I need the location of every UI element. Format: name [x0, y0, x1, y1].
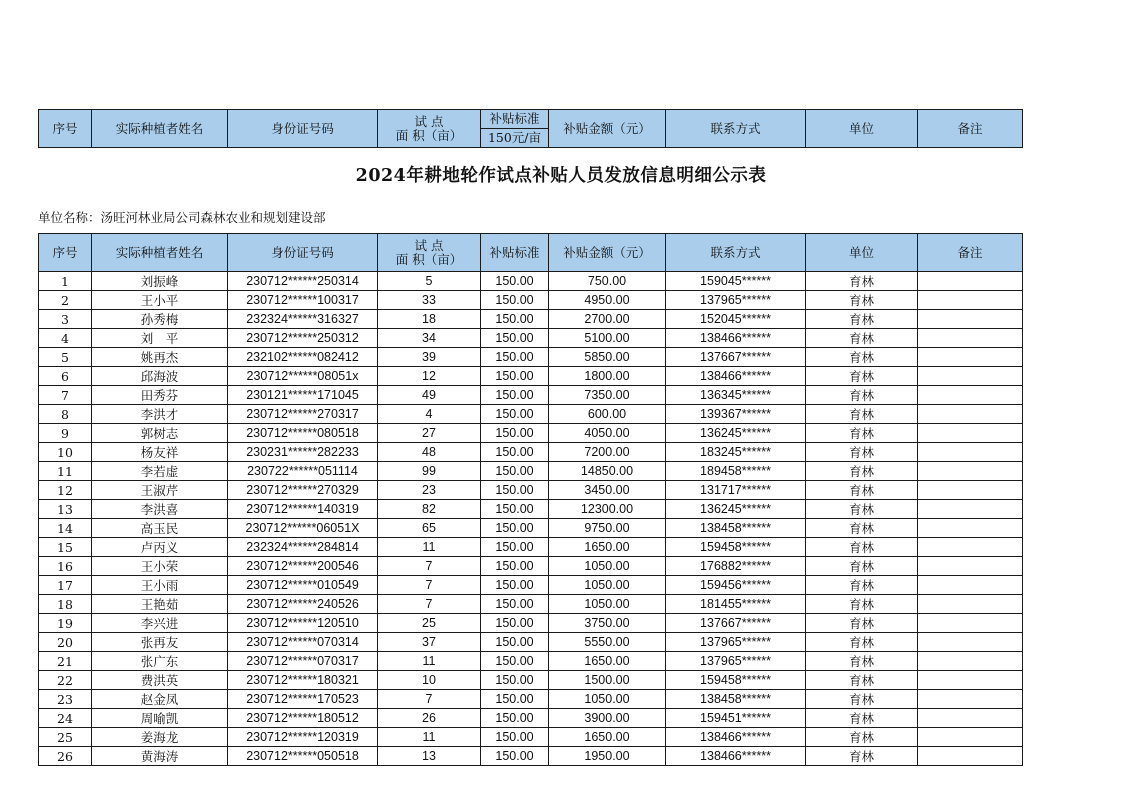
cell-contact: 159045****** — [666, 272, 806, 291]
header-name: 实际种植者姓名 — [92, 110, 228, 148]
table-row — [39, 481, 1023, 500]
cell-area: 7 — [378, 595, 481, 614]
cell-area: 65 — [378, 519, 481, 538]
cell-remark — [918, 462, 1023, 481]
cell-standard: 150.00 — [481, 272, 549, 291]
cell-unit: 育林 — [806, 690, 918, 709]
cell-unit: 育林 — [806, 291, 918, 310]
cell-unit: 育林 — [806, 709, 918, 728]
cell-remark — [918, 652, 1023, 671]
cell-remark — [918, 405, 1023, 424]
cell-name: 刘振峰 — [92, 272, 228, 291]
cell-standard: 150.00 — [481, 652, 549, 671]
cell-index: 19 — [39, 614, 92, 633]
th-name: 实际种植者姓名 — [92, 234, 228, 272]
table-row — [39, 538, 1023, 557]
cell-contact: 136245****** — [666, 500, 806, 519]
table-row — [39, 424, 1023, 443]
cell-index: 13 — [39, 500, 92, 519]
cell-index: 17 — [39, 576, 92, 595]
cell-name: 邱海波 — [92, 367, 228, 386]
cell-id: 230712******180321 — [228, 671, 378, 690]
cell-name: 周喻凯 — [92, 709, 228, 728]
cell-unit: 育林 — [806, 405, 918, 424]
header-index: 序号 — [39, 110, 92, 148]
cell-remark — [918, 386, 1023, 405]
cell-id: 230712******240526 — [228, 595, 378, 614]
header-contact: 联系方式 — [666, 110, 806, 148]
table-row — [39, 728, 1023, 747]
cell-standard: 150.00 — [481, 291, 549, 310]
cell-id: 230712******250314 — [228, 272, 378, 291]
cell-standard: 150.00 — [481, 747, 549, 766]
cell-contact: 138466****** — [666, 747, 806, 766]
cell-index: 4 — [39, 329, 92, 348]
cell-id: 230712******120510 — [228, 614, 378, 633]
cell-unit: 育林 — [806, 595, 918, 614]
cell-area: 7 — [378, 690, 481, 709]
cell-standard: 150.00 — [481, 633, 549, 652]
cell-area: 82 — [378, 500, 481, 519]
cell-id: 230712******100317 — [228, 291, 378, 310]
cell-remark — [918, 367, 1023, 386]
table-row — [39, 329, 1023, 348]
cell-index: 9 — [39, 424, 92, 443]
cell-amount: 1050.00 — [549, 557, 666, 576]
cell-amount: 5550.00 — [549, 633, 666, 652]
table-row — [39, 633, 1023, 652]
header-amount: 补贴金额（元） — [549, 110, 666, 148]
cell-standard: 150.00 — [481, 310, 549, 329]
cell-id: 230121******171045 — [228, 386, 378, 405]
cell-amount: 1050.00 — [549, 690, 666, 709]
cell-area: 26 — [378, 709, 481, 728]
cell-area: 12 — [378, 367, 481, 386]
cell-area: 25 — [378, 614, 481, 633]
cell-index: 2 — [39, 291, 92, 310]
cell-amount: 2700.00 — [549, 310, 666, 329]
cell-amount: 9750.00 — [549, 519, 666, 538]
table-row — [39, 576, 1023, 595]
cell-index: 16 — [39, 557, 92, 576]
cell-unit: 育林 — [806, 443, 918, 462]
cell-index: 10 — [39, 443, 92, 462]
cell-id: 230712******120319 — [228, 728, 378, 747]
cell-name: 赵金凤 — [92, 690, 228, 709]
cell-index: 1 — [39, 272, 92, 291]
cell-standard: 150.00 — [481, 709, 549, 728]
cell-id: 230712******010549 — [228, 576, 378, 595]
cell-unit: 育林 — [806, 519, 918, 538]
cell-unit: 育林 — [806, 462, 918, 481]
cell-index: 21 — [39, 652, 92, 671]
cell-remark — [918, 481, 1023, 500]
cell-amount: 12300.00 — [549, 500, 666, 519]
cell-area: 37 — [378, 633, 481, 652]
cell-name: 李洪喜 — [92, 500, 228, 519]
cell-index: 11 — [39, 462, 92, 481]
cell-standard: 150.00 — [481, 348, 549, 367]
cell-id: 230712******140319 — [228, 500, 378, 519]
table-row — [39, 614, 1023, 633]
cell-id: 230712******070317 — [228, 652, 378, 671]
cell-name: 李洪才 — [92, 405, 228, 424]
cell-unit: 育林 — [806, 633, 918, 652]
cell-amount: 3450.00 — [549, 481, 666, 500]
cell-unit: 育林 — [806, 538, 918, 557]
th-area-line1: 试 点 — [414, 237, 444, 253]
cell-id: 230712******070314 — [228, 633, 378, 652]
cell-remark — [918, 291, 1023, 310]
cell-amount: 1050.00 — [549, 595, 666, 614]
cell-standard: 150.00 — [481, 690, 549, 709]
cell-id: 230712******270329 — [228, 481, 378, 500]
cell-id: 230712******050518 — [228, 747, 378, 766]
cell-index: 14 — [39, 519, 92, 538]
cell-unit: 育林 — [806, 500, 918, 519]
cell-contact: 159458****** — [666, 671, 806, 690]
unit-name-line: 单位名称：汤旺河林业局公司森林农业和规划建设部 — [38, 210, 326, 225]
cell-area: 23 — [378, 481, 481, 500]
header-area — [378, 110, 481, 148]
cell-id: 230712******08051x — [228, 367, 378, 386]
cell-remark — [918, 690, 1023, 709]
table-row — [39, 386, 1023, 405]
cell-standard: 150.00 — [481, 386, 549, 405]
cell-id: 232324******284814 — [228, 538, 378, 557]
table-row — [39, 291, 1023, 310]
cell-contact: 189458****** — [666, 462, 806, 481]
th-id: 身份证号码 — [228, 234, 378, 272]
cell-index: 12 — [39, 481, 92, 500]
cell-contact: 159456****** — [666, 576, 806, 595]
cell-name: 王淑芹 — [92, 481, 228, 500]
table-row — [39, 272, 1023, 291]
table-body — [39, 272, 1023, 766]
cell-standard: 150.00 — [481, 538, 549, 557]
table-row — [39, 519, 1023, 538]
table-row — [39, 595, 1023, 614]
cell-name: 王艳茹 — [92, 595, 228, 614]
cell-name: 黄海涛 — [92, 747, 228, 766]
cell-amount: 1650.00 — [549, 652, 666, 671]
cell-standard: 150.00 — [481, 519, 549, 538]
cell-unit: 育林 — [806, 272, 918, 291]
cell-remark — [918, 709, 1023, 728]
cell-id: 230712******270317 — [228, 405, 378, 424]
cell-name: 费洪英 — [92, 671, 228, 690]
cell-id: 230712******250312 — [228, 329, 378, 348]
cell-contact: 131717****** — [666, 481, 806, 500]
cell-unit: 育林 — [806, 348, 918, 367]
cell-amount: 7350.00 — [549, 386, 666, 405]
cell-remark — [918, 329, 1023, 348]
cell-contact: 137667****** — [666, 614, 806, 633]
cell-amount: 600.00 — [549, 405, 666, 424]
cell-index: 25 — [39, 728, 92, 747]
cell-unit: 育林 — [806, 576, 918, 595]
cell-remark — [918, 500, 1023, 519]
cell-amount: 5850.00 — [549, 348, 666, 367]
cell-name: 张广东 — [92, 652, 228, 671]
table-row — [39, 690, 1023, 709]
cell-amount: 5100.00 — [549, 329, 666, 348]
table-row — [39, 405, 1023, 424]
cell-area: 49 — [378, 386, 481, 405]
th-amount: 补贴金额（元） — [549, 234, 666, 272]
cell-amount: 750.00 — [549, 272, 666, 291]
cell-name: 姜海龙 — [92, 728, 228, 747]
cell-standard: 150.00 — [481, 500, 549, 519]
cell-contact: 176882****** — [666, 557, 806, 576]
cell-remark — [918, 519, 1023, 538]
table-row — [39, 747, 1023, 766]
cell-area: 7 — [378, 576, 481, 595]
cell-unit: 育林 — [806, 747, 918, 766]
cell-id: 232324******316327 — [228, 310, 378, 329]
th-remark: 备注 — [918, 234, 1023, 272]
cell-standard: 150.00 — [481, 367, 549, 386]
table-header-row — [39, 234, 1023, 272]
cell-contact: 138466****** — [666, 329, 806, 348]
cell-amount: 1500.00 — [549, 671, 666, 690]
cell-unit: 育林 — [806, 329, 918, 348]
table-row — [39, 709, 1023, 728]
cell-amount: 1650.00 — [549, 728, 666, 747]
cell-standard: 150.00 — [481, 405, 549, 424]
cell-remark — [918, 671, 1023, 690]
th-index: 序号 — [39, 234, 92, 272]
cell-remark — [918, 538, 1023, 557]
cell-standard: 150.00 — [481, 728, 549, 747]
cell-id: 230722******051114 — [228, 462, 378, 481]
cell-id: 230712******170523 — [228, 690, 378, 709]
cell-area: 34 — [378, 329, 481, 348]
cell-area: 7 — [378, 557, 481, 576]
cell-area: 11 — [378, 538, 481, 557]
cell-index: 15 — [39, 538, 92, 557]
cell-name: 李若虚 — [92, 462, 228, 481]
cell-contact: 137965****** — [666, 652, 806, 671]
cell-amount: 4950.00 — [549, 291, 666, 310]
cell-standard: 150.00 — [481, 671, 549, 690]
cell-index: 24 — [39, 709, 92, 728]
cell-contact: 137667****** — [666, 348, 806, 367]
cell-standard: 150.00 — [481, 424, 549, 443]
cell-remark — [918, 557, 1023, 576]
cell-area: 4 — [378, 405, 481, 424]
cell-contact: 138458****** — [666, 690, 806, 709]
cell-area: 99 — [378, 462, 481, 481]
cell-id: 230231******282233 — [228, 443, 378, 462]
cell-remark — [918, 443, 1023, 462]
cell-id: 230712******200546 — [228, 557, 378, 576]
th-area — [378, 234, 481, 272]
cell-remark — [918, 728, 1023, 747]
subsidy-table — [38, 233, 1023, 766]
cell-contact: 181455****** — [666, 595, 806, 614]
cell-name: 王小平 — [92, 291, 228, 310]
cell-area: 13 — [378, 747, 481, 766]
cell-area: 18 — [378, 310, 481, 329]
cell-area: 11 — [378, 728, 481, 747]
cell-remark — [918, 595, 1023, 614]
table-row — [39, 462, 1023, 481]
cell-index: 7 — [39, 386, 92, 405]
cell-standard: 150.00 — [481, 481, 549, 500]
header-standard-line1: 补贴标准 — [481, 110, 549, 129]
th-unit: 单位 — [806, 234, 918, 272]
cell-contact: 183245****** — [666, 443, 806, 462]
cell-id: 230712******080518 — [228, 424, 378, 443]
cell-standard: 150.00 — [481, 329, 549, 348]
th-contact: 联系方式 — [666, 234, 806, 272]
header-area-line1: 试 点 — [414, 113, 444, 129]
cell-contact: 138458****** — [666, 519, 806, 538]
cell-index: 23 — [39, 690, 92, 709]
cell-area: 48 — [378, 443, 481, 462]
header-standard-line2: 150元/亩 — [481, 129, 549, 148]
cell-name: 王小雨 — [92, 576, 228, 595]
table-row — [39, 652, 1023, 671]
cell-index: 20 — [39, 633, 92, 652]
table-row — [39, 443, 1023, 462]
table-row — [39, 310, 1023, 329]
cell-amount: 4050.00 — [549, 424, 666, 443]
cell-unit: 育林 — [806, 481, 918, 500]
page-title: 2024年耕地轮作试点补贴人员发放信息明细公示表 — [355, 166, 767, 186]
table-row — [39, 348, 1023, 367]
cell-remark — [918, 576, 1023, 595]
cell-area: 33 — [378, 291, 481, 310]
cell-name: 姚再杰 — [92, 348, 228, 367]
cell-unit: 育林 — [806, 652, 918, 671]
cell-name: 孙秀梅 — [92, 310, 228, 329]
cell-unit: 育林 — [806, 728, 918, 747]
cell-standard: 150.00 — [481, 443, 549, 462]
cell-remark — [918, 424, 1023, 443]
cell-name: 卢丙义 — [92, 538, 228, 557]
cell-name: 郭树志 — [92, 424, 228, 443]
table-row — [39, 500, 1023, 519]
cell-amount: 1050.00 — [549, 576, 666, 595]
cell-index: 5 — [39, 348, 92, 367]
cell-contact: 152045****** — [666, 310, 806, 329]
cell-standard: 150.00 — [481, 614, 549, 633]
table-row — [39, 671, 1023, 690]
cell-contact: 159458****** — [666, 538, 806, 557]
cell-area: 10 — [378, 671, 481, 690]
cell-name: 刘 平 — [92, 329, 228, 348]
repeated-header-table — [38, 109, 1023, 148]
cell-contact: 137965****** — [666, 291, 806, 310]
cell-contact: 159451****** — [666, 709, 806, 728]
cell-remark — [918, 614, 1023, 633]
cell-name: 田秀芬 — [92, 386, 228, 405]
cell-index: 3 — [39, 310, 92, 329]
cell-id: 232102******082412 — [228, 348, 378, 367]
cell-area: 39 — [378, 348, 481, 367]
header-remark: 备注 — [918, 110, 1023, 148]
table-row — [39, 557, 1023, 576]
cell-name: 杨友祥 — [92, 443, 228, 462]
cell-amount: 3900.00 — [549, 709, 666, 728]
cell-unit: 育林 — [806, 367, 918, 386]
cell-standard: 150.00 — [481, 462, 549, 481]
header-unit: 单位 — [806, 110, 918, 148]
cell-amount: 1800.00 — [549, 367, 666, 386]
cell-amount: 1950.00 — [549, 747, 666, 766]
cell-index: 22 — [39, 671, 92, 690]
cell-name: 高玉民 — [92, 519, 228, 538]
cell-index: 8 — [39, 405, 92, 424]
cell-unit: 育林 — [806, 671, 918, 690]
table-row — [39, 367, 1023, 386]
cell-name: 李兴进 — [92, 614, 228, 633]
cell-amount: 3750.00 — [549, 614, 666, 633]
cell-contact: 139367****** — [666, 405, 806, 424]
cell-amount: 7200.00 — [549, 443, 666, 462]
cell-area: 11 — [378, 652, 481, 671]
th-standard: 补贴标准 — [481, 234, 549, 272]
cell-amount: 1650.00 — [549, 538, 666, 557]
cell-index: 18 — [39, 595, 92, 614]
cell-name: 王小荣 — [92, 557, 228, 576]
cell-unit: 育林 — [806, 310, 918, 329]
header-area-line2: 面 积（亩） — [395, 127, 463, 143]
cell-remark — [918, 272, 1023, 291]
header-id: 身份证号码 — [228, 110, 378, 148]
cell-unit: 育林 — [806, 614, 918, 633]
cell-contact: 138466****** — [666, 367, 806, 386]
cell-unit: 育林 — [806, 386, 918, 405]
cell-area: 5 — [378, 272, 481, 291]
cell-index: 6 — [39, 367, 92, 386]
cell-standard: 150.00 — [481, 576, 549, 595]
cell-id: 230712******180512 — [228, 709, 378, 728]
cell-unit: 育林 — [806, 557, 918, 576]
th-area-line2: 面 积（亩） — [395, 251, 463, 267]
cell-remark — [918, 747, 1023, 766]
cell-remark — [918, 633, 1023, 652]
cell-amount: 14850.00 — [549, 462, 666, 481]
cell-standard: 150.00 — [481, 557, 549, 576]
cell-contact: 136245****** — [666, 424, 806, 443]
cell-contact: 138466****** — [666, 728, 806, 747]
cell-area: 27 — [378, 424, 481, 443]
cell-contact: 137965****** — [666, 633, 806, 652]
cell-index: 26 — [39, 747, 92, 766]
cell-unit: 育林 — [806, 424, 918, 443]
cell-remark — [918, 348, 1023, 367]
cell-standard: 150.00 — [481, 595, 549, 614]
cell-contact: 136345****** — [666, 386, 806, 405]
cell-id: 230712******06051X — [228, 519, 378, 538]
cell-name: 张再友 — [92, 633, 228, 652]
cell-remark — [918, 310, 1023, 329]
